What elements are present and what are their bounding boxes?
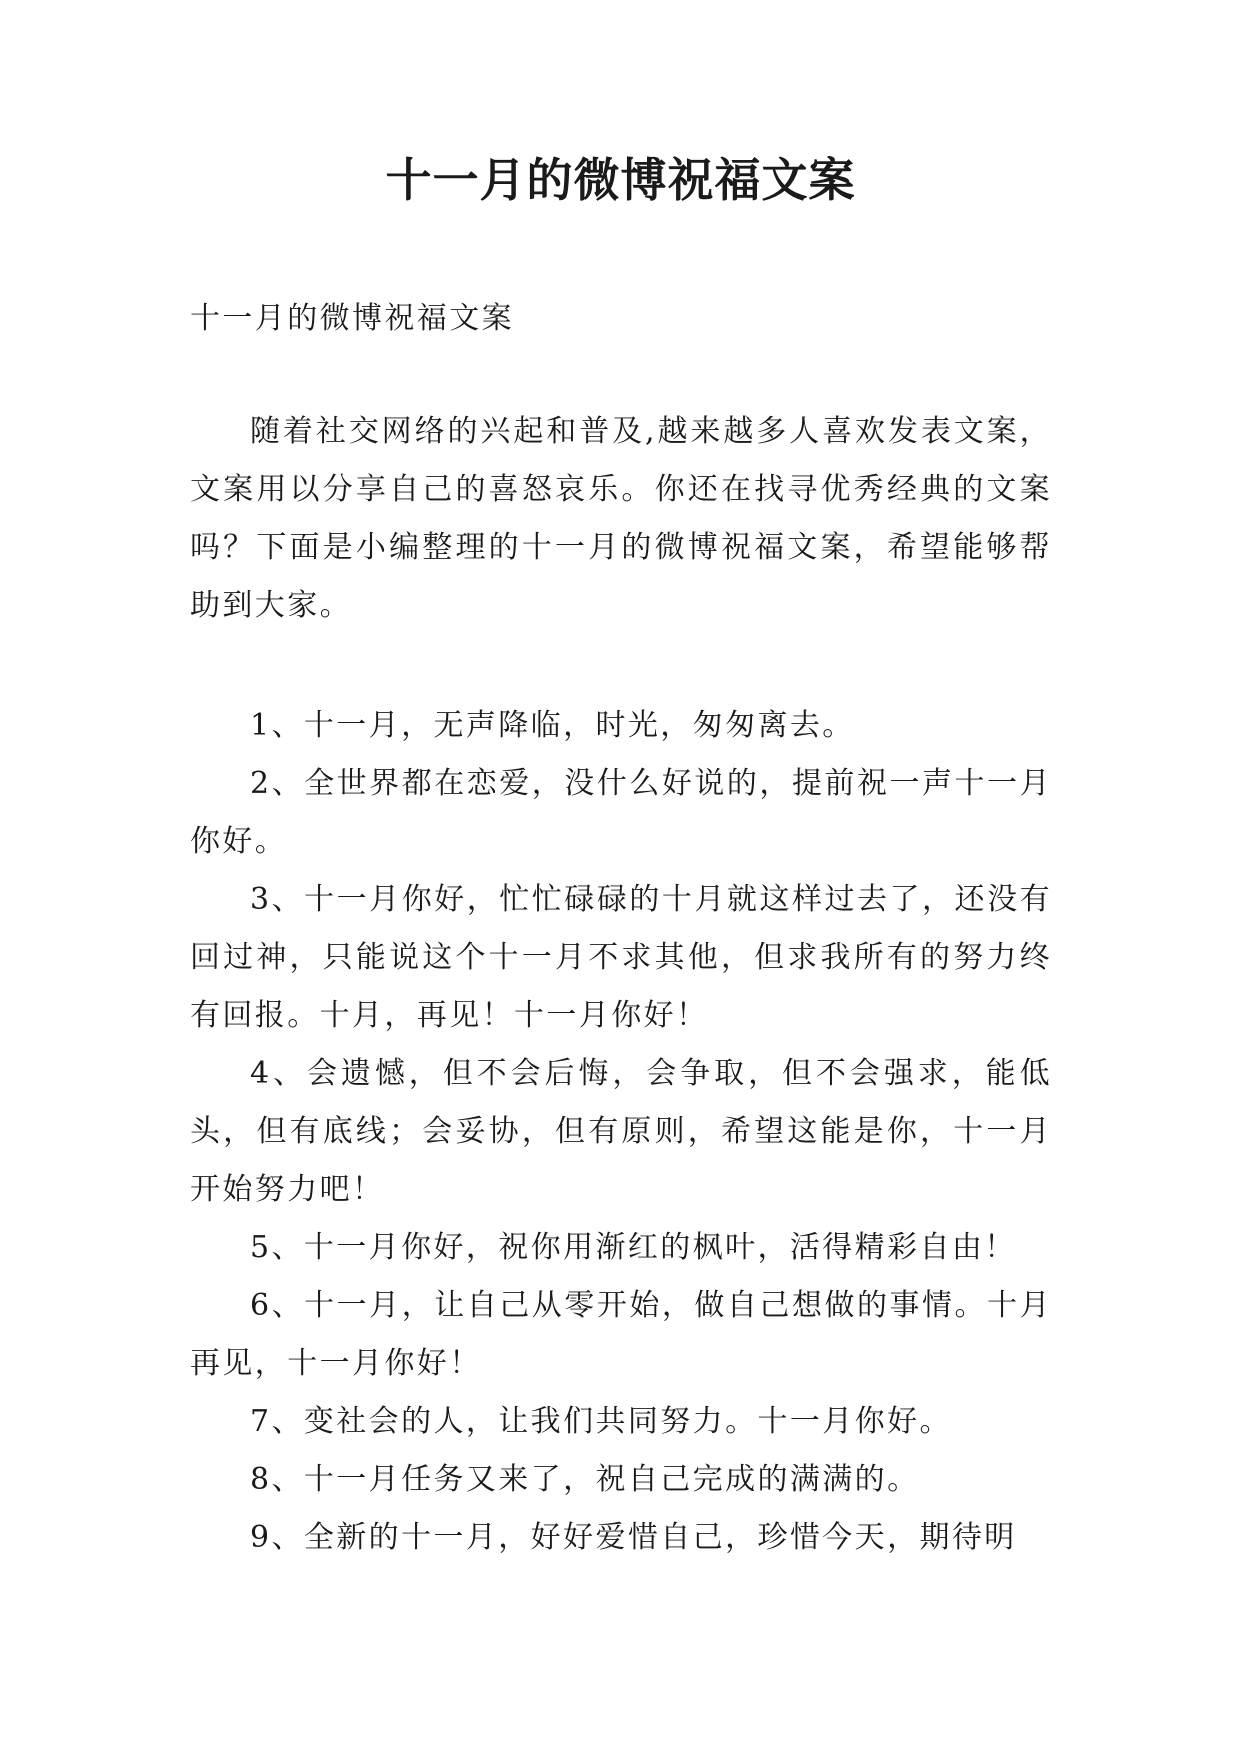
blessing-list — [190, 697, 1052, 1567]
list-item: 4、会遗憾，但不会后悔，会争取，但不会强求，能低头，但有底线；会妥协，但有原则，希望这能是你，十一月开始努力吧！ — [190, 1056, 1052, 1207]
list-item: 7、变社会的人，让我们共同努力。十一月你好。 — [250, 1404, 952, 1439]
document-subtitle: 十一月的微博祝福文案 — [190, 301, 514, 336]
list-item: 5、十一月你好，祝你用渐红的枫叶，活得精彩自由！ — [250, 1230, 1017, 1265]
document-title: 十一月的微博祝福文案 — [385, 153, 856, 207]
document-body — [190, 290, 1052, 1567]
list-item: 9、全新的十一月，好好爱惜自己，珍惜今天，期待明 — [250, 1520, 1017, 1555]
list-item: 6、十一月，让自己从零开始，做自己想做的事情。十月再见，十一月你好！ — [190, 1288, 1052, 1381]
list-item: 2、全世界都在恋爱，没什么好说的，提前祝一声十一月你好。 — [190, 766, 1052, 859]
intro-paragraph: 随着社交网络的兴起和普及,越来越多人喜欢发表文案，文案用以分享自己的喜怒哀乐。你还在找寻优秀经典的文案吗？下面是小编整理的十一月的微博祝福文案，希望能够帮助到大家。 — [190, 414, 1052, 623]
list-item: 8、十一月任务又来了，祝自己完成的满满的。 — [250, 1462, 920, 1497]
list-item: 1、十一月，无声降临，时光，匆匆离去。 — [250, 708, 855, 743]
list-item: 3、十一月你好，忙忙碌碌的十月就这样过去了，还没有回过神，只能说这个十一月不求其他，但求我所有的努力终有回报。十月，再见！十一月你好！ — [190, 882, 1052, 1033]
